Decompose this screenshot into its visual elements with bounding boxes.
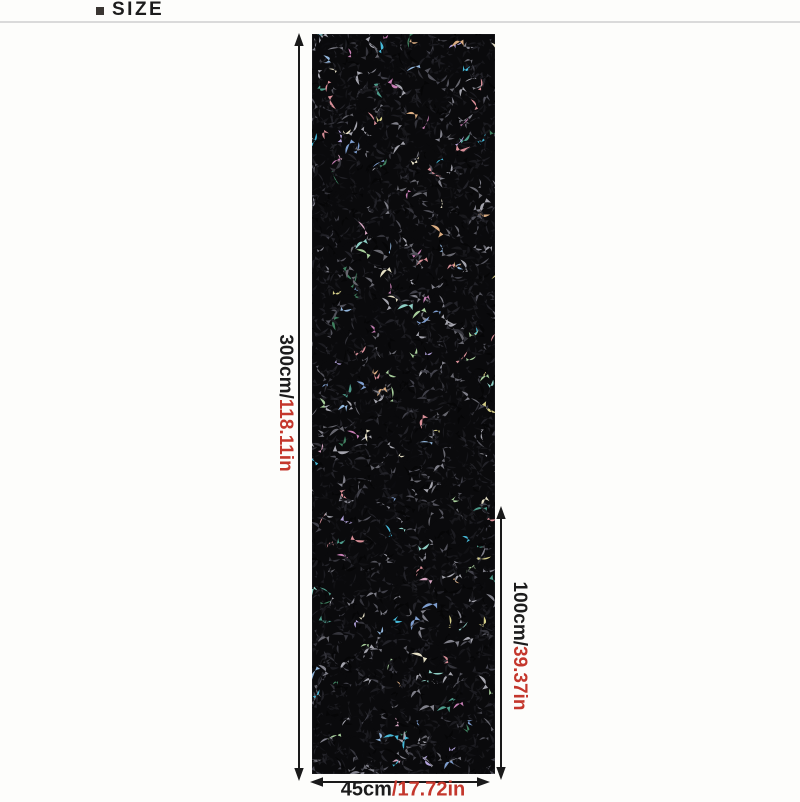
height-metric-value: 300cm/	[275, 334, 296, 399]
width-dimension-label	[341, 779, 466, 802]
height-imperial-value: 118.11in	[275, 398, 296, 472]
partial-height-dimension-arrow	[494, 506, 508, 780]
section-title: SIZE	[112, 0, 165, 20]
partial-height-metric-value: 100cm/	[509, 581, 530, 647]
width-metric-value: 45cm	[340, 778, 392, 801]
product-film-image	[312, 34, 495, 774]
width-imperial-value: /17.72in	[391, 778, 466, 801]
partial-height-dimension-label	[508, 582, 530, 711]
height-dimension-label	[274, 334, 296, 471]
partial-height-imperial-value: 39.37in	[509, 646, 530, 711]
